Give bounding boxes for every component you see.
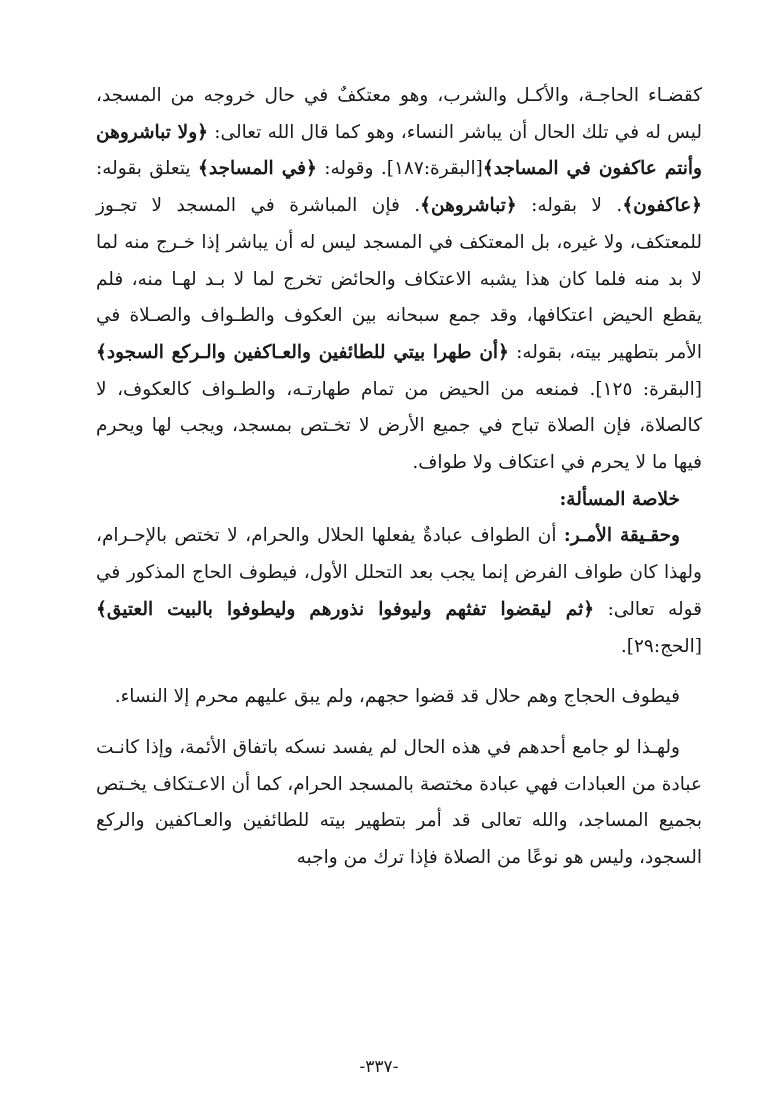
text-run: أن الطواف عبادةٌ يفعلها الحلال والحرام، لا تختص بالإحـرام، ولهذا كان طواف الفرض إنما يجب بعد التحلل الأول، فيطوف الحاج المذكور في قوله تعالى: xyxy=(96,525,702,620)
citation: [البقرة: ١٢٥]. فمنعه من الحيض من تمام طهارتـه، والطـواف كالعكوف، لا كالصلاة، فإن الصلاة تباح في جميع الأرض لا تخـتص بمسجد، ويجب لها ويحرم فيها ما لا يحرم في اعتكاف ولا طواف. xyxy=(96,378,702,474)
lead-phrase: وحقـيقة الأمـر: xyxy=(563,525,680,547)
paragraph-1 xyxy=(96,78,702,482)
paragraph-3: فيطوف الحجاج وهم حلال قد قضوا حجهم، ولم يبق عليهم محرم إلا النساء. xyxy=(114,686,680,708)
quran-verse: ﴿تباشروهن﴾ xyxy=(420,195,517,217)
citation: [البقرة:١٨٧]. وقوله: xyxy=(316,158,483,180)
quran-verse: ﴿أن طهرا بيتي للطائفين والعـاكفين والـركع السجود﴾ xyxy=(96,341,509,363)
quran-verse: ﴿في المساجد﴾ xyxy=(198,158,317,180)
quran-verse: ﴿ثم ليقضوا تفثهم وليوفوا نذورهم وليطوفوا بالبيت العتيق﴾ xyxy=(96,598,595,620)
citation: [الحج:٢٩]. xyxy=(620,635,702,657)
quran-verse: ﴿ولا تباشروهن وأنتم عاكفون في المساجد﴾ xyxy=(96,121,702,180)
body-text xyxy=(96,78,702,877)
paragraph-4: ولهـذا لو جامع أحدهم في هذه الحال لم يفسد نسكه باتفاق الأئمة، وإذا كانـت عبادة من العبادات فهي عبادة مختصة بالمسجد الحرام، كما أن الاعـتكاف يخـتص بجميع المساجد، والله تعالى قد أمر بتطهير بيته للطائفين والعـاكفين والركع السجود، وليس هو نوعًا من الصلاة فإذا ترك من واجبه xyxy=(96,736,702,869)
page-number: -٣٣٧- xyxy=(359,1057,399,1077)
section-heading: خلاصة المسألة: xyxy=(559,488,680,510)
text-run: . فإن المباشرة في المسجد لا تجـوز للمعتكف، ولا غيره، بل المعتكف في المسجد ليس له أن يباشر إذا خـرج منه لما لا بد منه فلما كان هذا يشبه الاعتكاف والحائض تخرج لما لا بـد لهـا منه، فلم يقطع الحيض اعتكافها، وقد جمع سبحانه بين العكوف والطـواف والصـلاة في الأمر بتطهير بيته، بقوله: xyxy=(96,195,702,363)
quran-verse: ﴿عاكفون﴾ xyxy=(622,195,702,217)
text-run: كقضـاء الحاجـة، والأكـل والشرب، وهو معتكفٌ في حال خروجه من المسجد، ليس له في تلك الحال أن يباشر النساء، وهو كما قال الله تعالى: xyxy=(96,85,702,143)
text-run: . لا بقوله: xyxy=(516,195,623,217)
paragraph-2 xyxy=(96,518,702,665)
text-run: يتعلق بقوله: xyxy=(96,158,199,180)
